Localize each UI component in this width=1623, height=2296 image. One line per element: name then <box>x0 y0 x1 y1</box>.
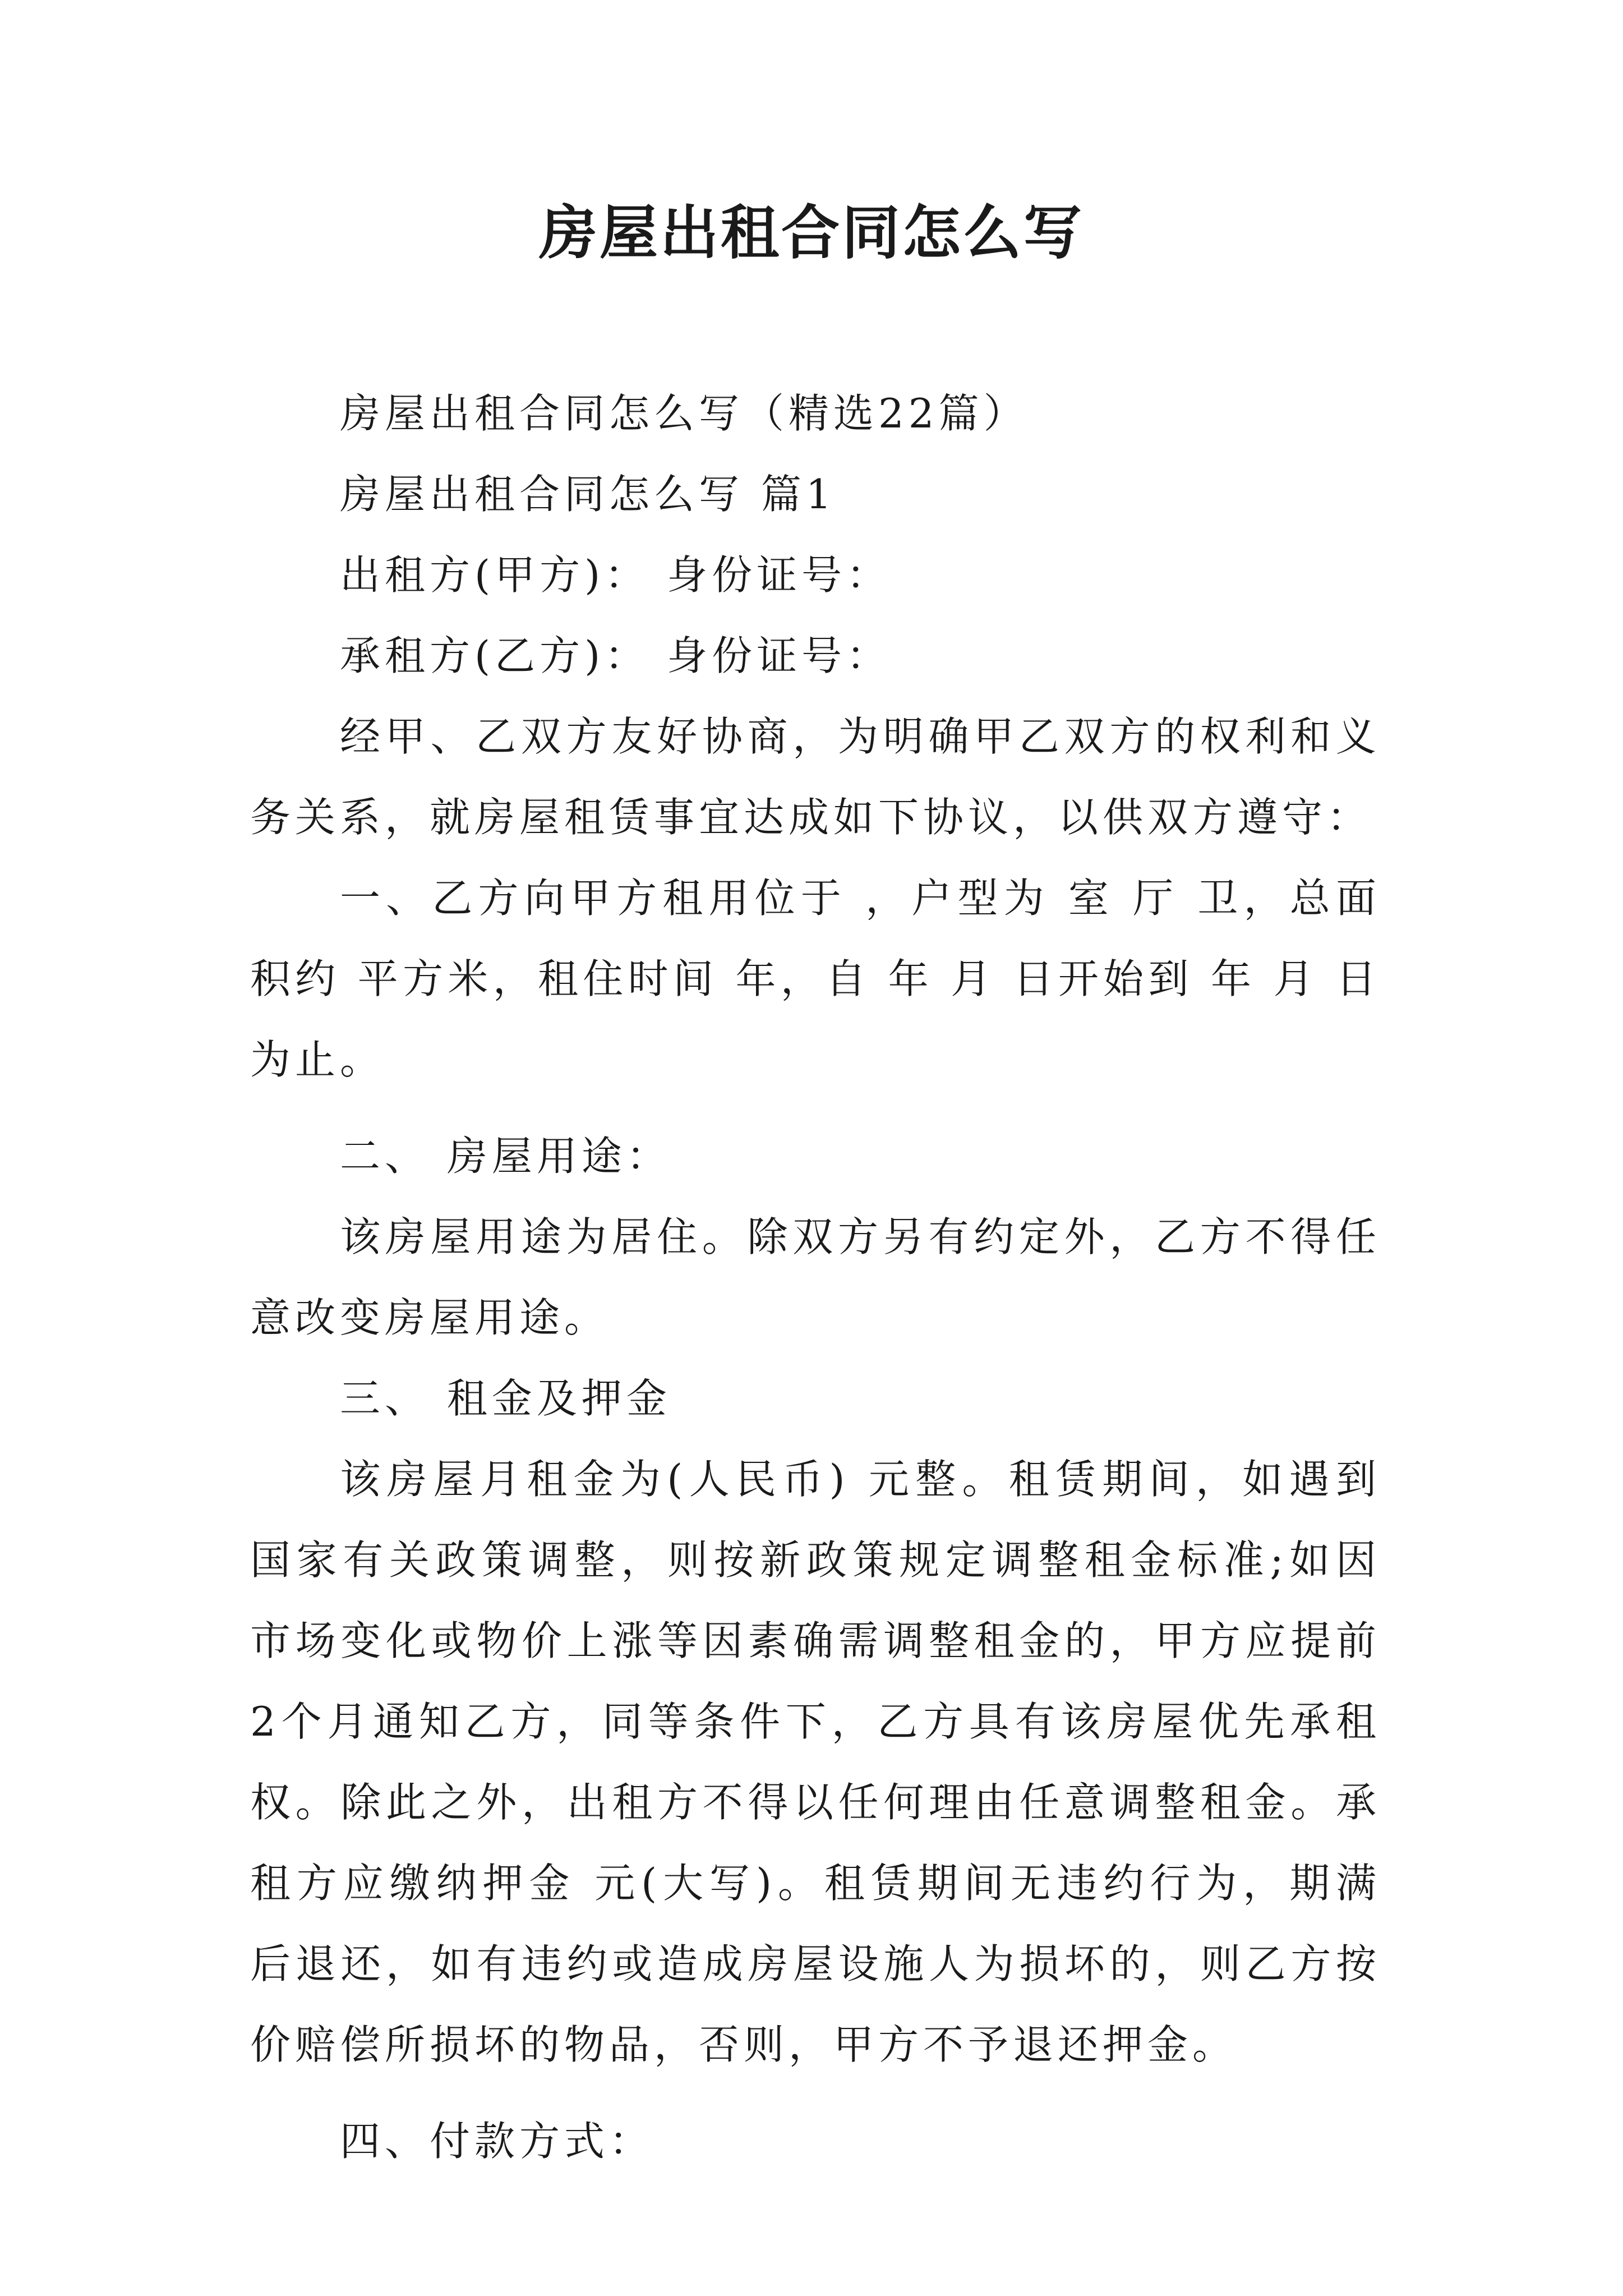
paragraph-subtitle: 房屋出租合同怎么写（精选22篇） <box>340 390 1029 437</box>
paragraph-preamble: 经甲、乙双方友好协商，为明确甲乙双方的权利和义务关系，就房屋租赁事宜达成如下协议，以供双方遵守： <box>250 713 1381 841</box>
paragraph-clause-3-heading: 三、 租金及押金 <box>340 1375 671 1422</box>
document-title: 房屋出租合同怎么写 <box>538 198 1084 267</box>
paragraph-clause-2-body: 该房屋用途为居住。除双方另有约定外，乙方不得任意改变房屋用途。 <box>250 1213 1381 1341</box>
paragraph-lessee: 承租方(乙方)： 身份证号： <box>340 632 892 679</box>
document-body <box>250 373 1381 2182</box>
paragraph-clause-4-heading: 四、付款方式： <box>340 2118 654 2165</box>
paragraph-section-heading: 房屋出租合同怎么写 篇1 <box>340 471 836 518</box>
paragraph-clause-3-body: 该房屋月租金为(人民币) 元整。租赁期间，如遇到国家有关政策调整，则按新政策规定调整租金标准;如因市场变化或物价上涨等因素确需调整租金的，甲方应提前2个月通知乙方，同等条件下，乙方具有该房屋优先承租权。除此之外，出租方不得以任何理由任意调整租金。承租方应缴纳押金 元(大写)。租赁期间无违约行为，期满后退还，如有违约或造成房屋设施人为损坏的，则乙方按价赔偿所损坏的物品，否则，甲方不予退还押金。 <box>250 1456 1381 2068</box>
paragraph-clause-2-heading: 二、 房屋用途： <box>340 1133 671 1180</box>
paragraph-clause-1: 一、乙方向甲方租用位于 ，户型为 室 厅 卫，总面积约 平方米，租住时间 年，自 年 月 日开始到 年 月 日为止。 <box>250 875 1381 1083</box>
paragraph-lessor: 出租方(甲方)： 身份证号： <box>340 551 892 599</box>
